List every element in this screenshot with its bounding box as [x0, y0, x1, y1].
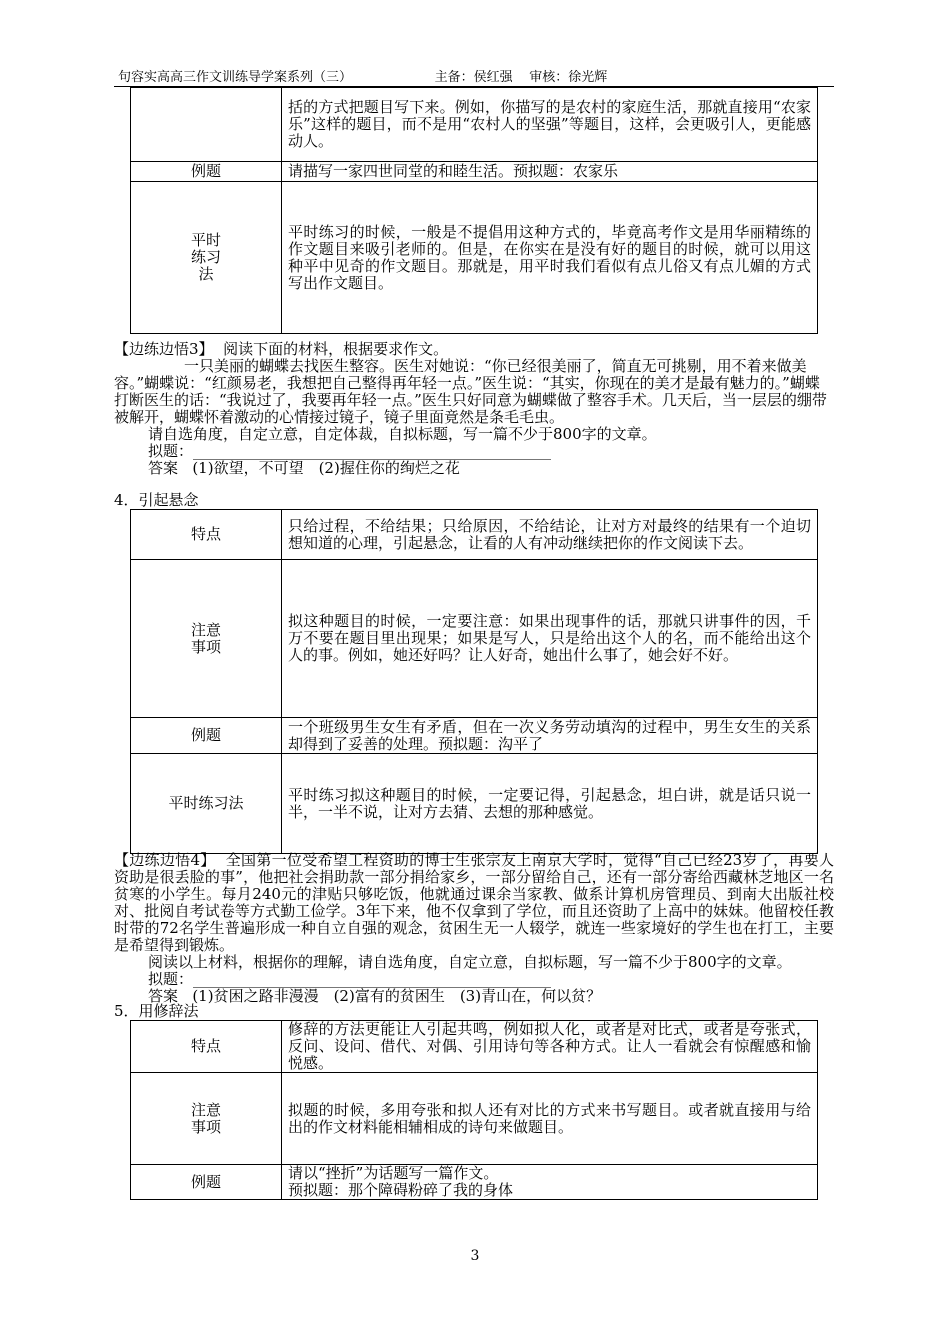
section5-example-line2: 预拟题：那个障碍粉碎了我的身体 [288, 1181, 514, 1199]
method3-practice-text: 平时练习的时候，一般是不提倡用这种方式的，毕竟高考作文是用华丽精练的作文题目来吸引老师的。但是，在你实在是没有好的题目的时候，就可以用这种平中见奇的作文题目。那就是，用平时我们看似有点儿俗又有点儿媚的方式写出作文题目。 [282, 182, 818, 334]
editors: 主备：侯红强 审核：徐光辉 [434, 70, 608, 85]
method3-practice-label-cell [131, 182, 282, 334]
page-number: 3 [470, 1248, 480, 1264]
method3-practice-label: 平时练习法 [190, 231, 221, 283]
method3-example-text: 请描写一家四世同堂的和睦生活。预拟题：农家乐 [282, 162, 818, 182]
section4-notes-label-cell [131, 560, 282, 718]
section4-feature-label: 特点 [131, 510, 282, 560]
method3-example-label: 例题 [131, 162, 282, 182]
section5-notes-label-cell [131, 1073, 282, 1165]
section5-example-cell [282, 1165, 818, 1200]
section4-notes-label: 注意事项 [190, 620, 221, 656]
section4-notes-text: 拟这种题目的时候，一定要注意：如果出现事件的话，那就只讲事件的因，千万不要在题目里出现果；如果是写人，只是给出这个人的名，而不能给出这个人的事。例如，她还好吗？让人好奇，她出什么事了，她会好不好。 [282, 560, 818, 718]
exercise3-title: 【边练边悟3】 [114, 340, 214, 358]
page-header [118, 66, 607, 85]
section4-heading: 4．引起悬念 [114, 491, 199, 509]
exercise3-answer: (1)欲望，不可望 (2)握住你的绚烂之花 [192, 459, 460, 477]
exercise3-draft-label: 拟题： [148, 442, 194, 460]
section5-feature-label: 特点 [131, 1021, 282, 1073]
exercise4-answer-label: 答案 [148, 987, 179, 1005]
exercise3-material: 一只美丽的蝴蝶去找医生整容。医生对她说：“你已经很美丽了，简直无可挑剔，用不着来做美容。”蝴蝶说：“红颜易老，我想把自己整得再年轻一点。”医生说：“其实，你现在的美才是最有魅力的。”蝴蝶打断医生的话：“我说过了，我要再年轻一点。”医生只好同意为蝴蝶做了整容手术。几天后，当一层层的绷带被解开，蝴蝶怀着激动的心情接过镜子，镜子里面竟然是条毛毛虫。 [114, 357, 827, 426]
exercise3 [114, 341, 834, 477]
section5-table [130, 1020, 818, 1200]
exercise4-draft-blank [193, 974, 551, 988]
exercise4-material: 全国第一位受希望工程资助的博士生张宗友上南京大学时，觉得“自己已经23岁了，再要人资助是很丢脸的事”，他把社会捐助款一部分捐给家乡，一部分留给自己，还有一部分寄给西藏林芝地区一名贫寒的小学生。每月240元的津贴只够吃饭，他就通过课余当家教、做系计算机房管理员、到南大出版社校对、批阅自考试卷等方式勤工俭学。3年下来，他不仅拿到了学位，而且还资助了上高中的妹妹。他留校任教时带的72名学生普遍形成一种自立自强的观念，贫困生无一人辍学，就连一些家境好的学生也在打工，主要是希望得到锻炼。 [114, 851, 834, 954]
exercise4-title: 【边练边悟4】 [114, 851, 216, 869]
section4-feature-text: 只给过程，不给结果；只给原因，不给结论，让对方对最终的结果有一个迫切想知道的心理，引起悬念，让看的人有冲动继续把你的作文阅读下去。 [282, 510, 818, 560]
exercise3-intro: 阅读下面的材料，根据要求作文。 [223, 340, 449, 358]
section5-notes-label: 注意事项 [190, 1100, 221, 1136]
section4-practice-label: 平时练习法 [131, 754, 282, 854]
method3-table [130, 87, 818, 334]
method3-cont-text: 括的方式把题目写下来。例如，你描写的是农村的家庭生活，那就直接用“农家乐”这样的题目，而不是用“农村人的坚强”等题目，这样，会更吸引人，更能感动人。 [282, 88, 818, 162]
exercise3-draft-blank [193, 446, 551, 460]
section5-heading: 5．用修辞法 [114, 1002, 199, 1020]
section5-example-label: 例题 [131, 1165, 282, 1200]
section5-notes-text: 拟题的时候，多用夸张和拟人还有对比的方式来书写题目。或者就直接用与给出的作文材料能相辅相成的诗句来做题目。 [282, 1073, 818, 1165]
section5-example-line1: 请以“挫折”为话题写一篇作文。 [288, 1164, 499, 1182]
exercise4 [114, 852, 834, 1005]
exercise4-requirement: 阅读以上材料，根据你的理解，请自选角度，自定立意，自拟标题，写一篇不少于800字的文章。 [148, 953, 792, 971]
series-title: 句容实高高三作文训练导学案系列（三） [118, 70, 353, 85]
exercise3-answer-label: 答案 [148, 459, 179, 477]
exercise4-draft-label: 拟题： [148, 970, 194, 988]
section5-feature-text: 修辞的方法更能让人引起共鸣，例如拟人化，或者是对比式，或者是夸张式，反问、设问、借代、对偶、引用诗句等各种方式。让人一看就会有惊醒感和愉悦感。 [282, 1021, 818, 1073]
section4-example-text: 一个班级男生女生有矛盾，但在一次义务劳动填沟的过程中，男生女生的关系却得到了妥善的处理。预拟题：沟平了 [282, 718, 818, 754]
exercise3-requirement: 请自选角度，自定立意，自定体裁，自拟标题，写一篇不少于800字的文章。 [148, 425, 657, 443]
empty-key-cell [131, 88, 282, 162]
section4-table [130, 509, 818, 854]
exercise4-answer: (1)贫困之路非漫漫 (2)富有的贫困生 (3)青山在，何以贫？ [192, 987, 602, 1005]
section4-example-label: 例题 [131, 718, 282, 754]
section4-practice-text: 平时练习拟这种题目的时候，一定要记得，引起悬念，坦白讲，就是话只说一半，一半不说，让对方去猜、去想的那种感觉。 [282, 754, 818, 854]
